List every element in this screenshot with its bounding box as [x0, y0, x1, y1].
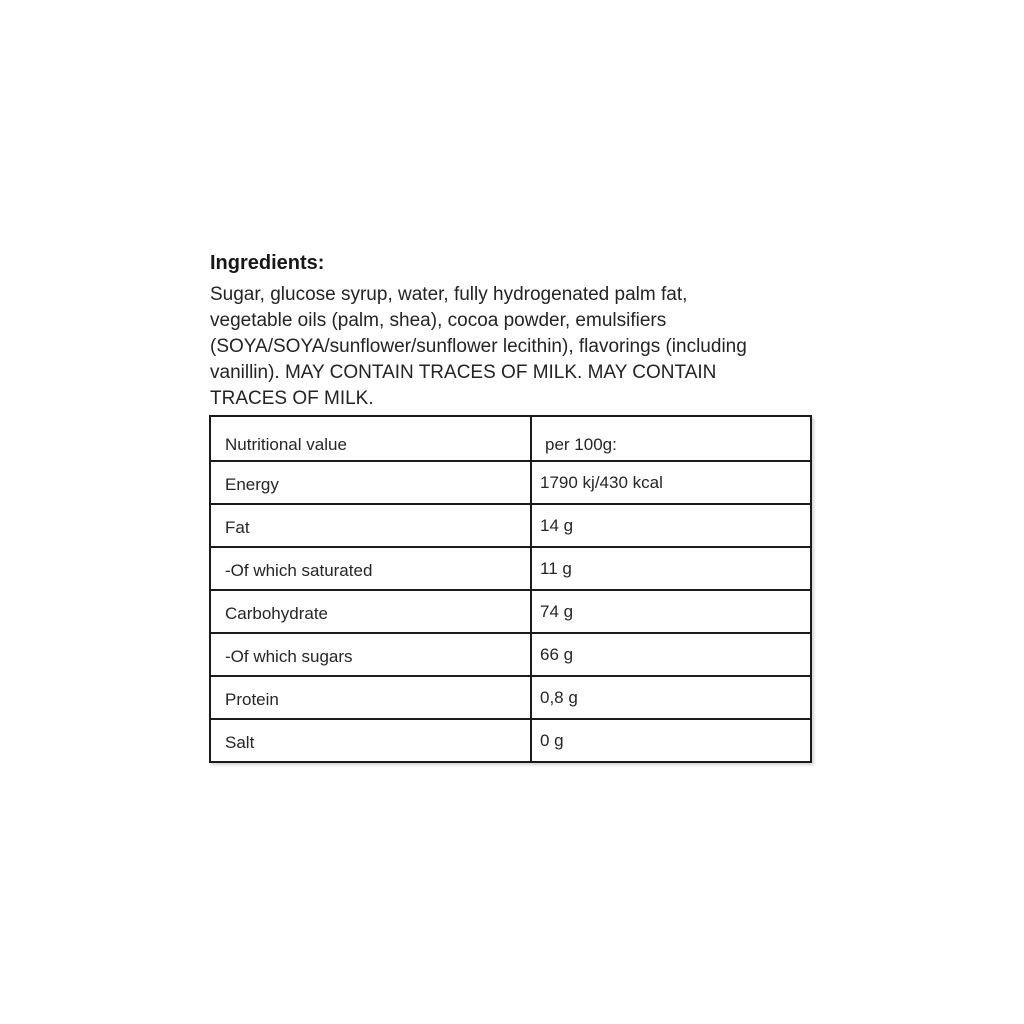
ingredients-line: TRACES OF MILK. [210, 388, 374, 409]
table-row-saturated [210, 547, 811, 590]
table-row-energy [210, 461, 811, 504]
ingredients-line: vegetable oils (palm, shea), cocoa powder, emulsifiers [210, 310, 667, 331]
nutrient-label: Fat [210, 504, 531, 547]
nutrition-table [209, 415, 812, 763]
ingredients-heading: Ingredients: [210, 252, 325, 274]
nutrient-value: 11 g [531, 547, 811, 590]
table-row-protein [210, 676, 811, 719]
table-header-value: per 100g: [531, 416, 811, 461]
ingredients-section [210, 250, 820, 412]
nutrient-value: 0,8 g [531, 676, 811, 719]
nutrient-value: 74 g [531, 590, 811, 633]
nutrient-value: 66 g [531, 633, 811, 676]
ingredients-line: (SOYA/SOYA/sunflower/sunflower lecithin), flavorings (including [210, 336, 747, 357]
nutrient-label: Salt [210, 719, 531, 762]
nutrient-label: Energy [210, 461, 531, 504]
ingredients-line: Sugar, glucose syrup, water, fully hydrogenated palm fat, [210, 284, 688, 305]
nutrient-value: 1790 kj/430 kcal [531, 461, 811, 504]
nutrient-value: 0 g [531, 719, 811, 762]
table-header-label: Nutritional value [210, 416, 531, 461]
nutrient-value: 14 g [531, 504, 811, 547]
table-row-carbohydrate [210, 590, 811, 633]
table-row-fat [210, 504, 811, 547]
table-row-salt [210, 719, 811, 762]
nutrient-label: Carbohydrate [210, 590, 531, 633]
table-header-row [210, 416, 811, 461]
nutrient-label: -Of which saturated [210, 547, 531, 590]
nutrient-label: Protein [210, 676, 531, 719]
nutrient-label: -Of which sugars [210, 633, 531, 676]
ingredients-text [210, 282, 820, 412]
table-row-sugars [210, 633, 811, 676]
ingredients-line: vanillin). MAY CONTAIN TRACES OF MILK. MAY CONTAIN [210, 362, 717, 383]
